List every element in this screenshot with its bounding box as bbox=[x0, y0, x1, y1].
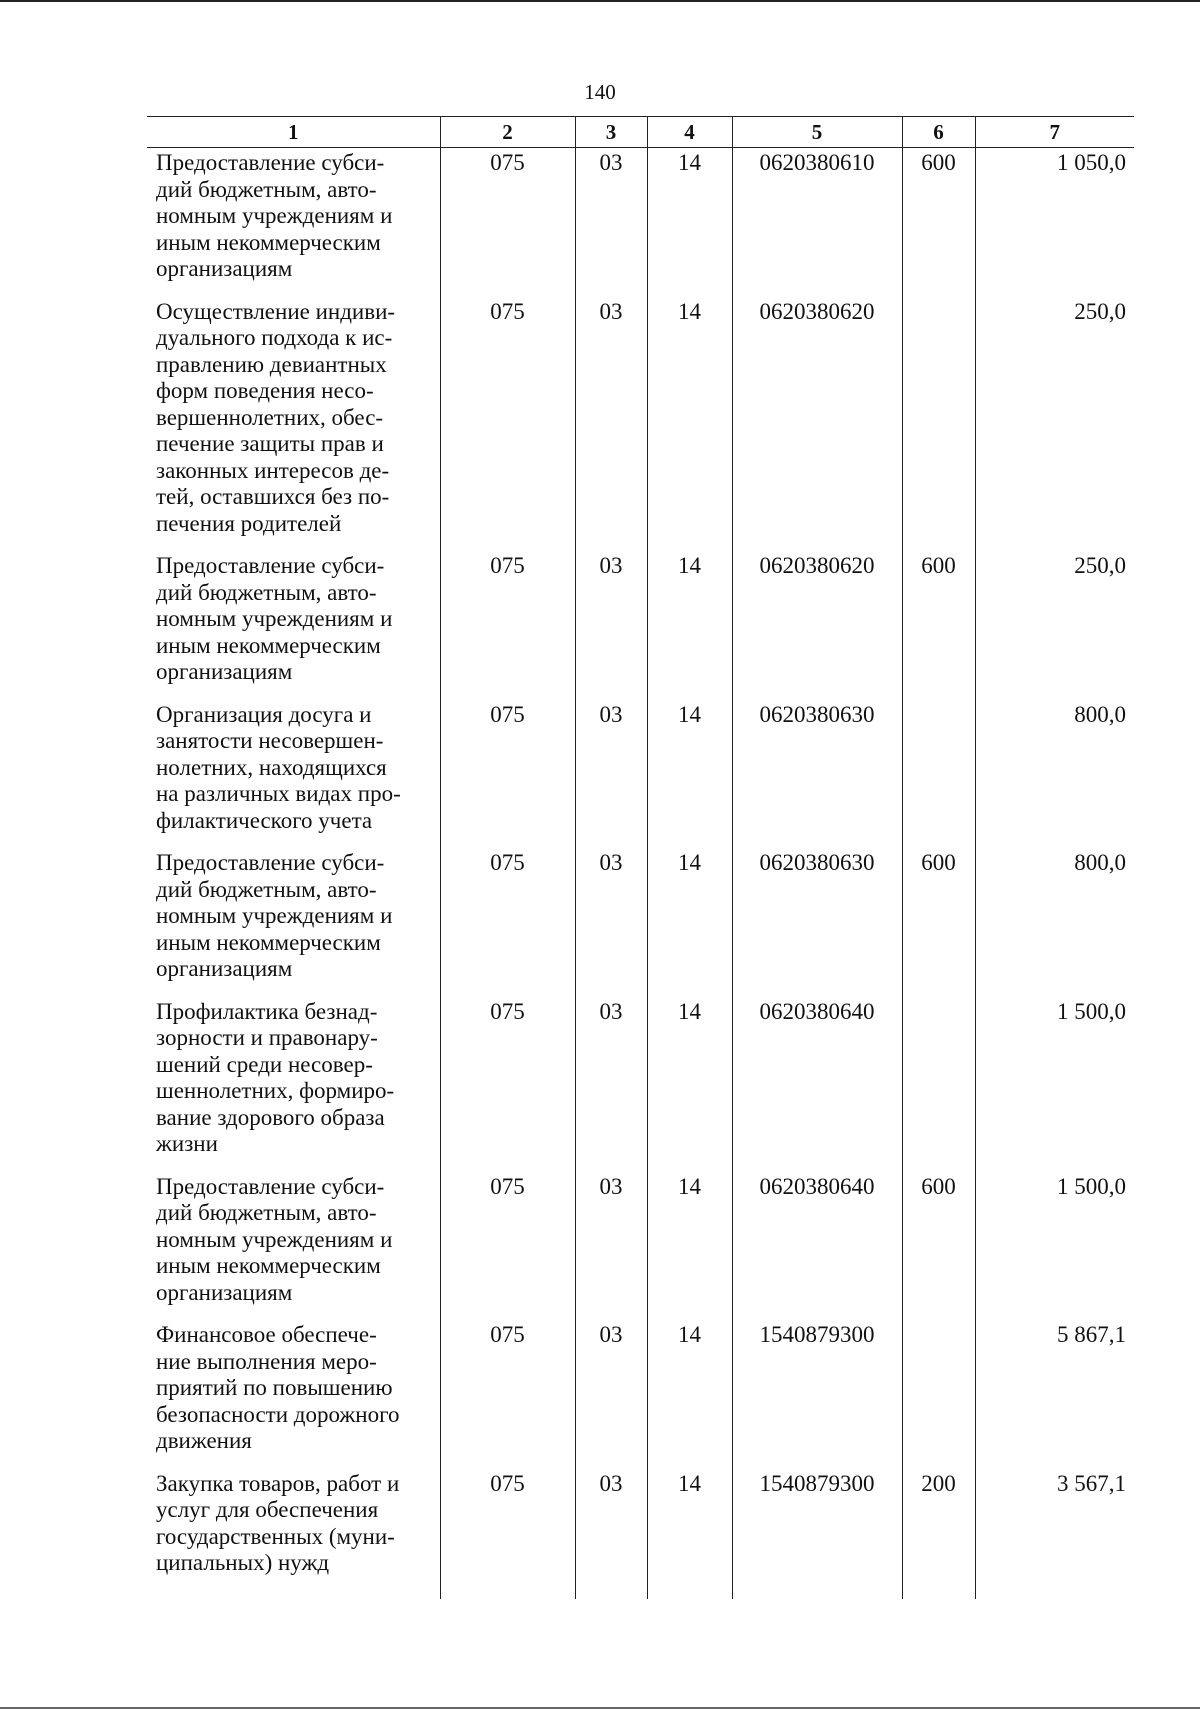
budget-table bbox=[147, 116, 1134, 1599]
subsection-code: 14 bbox=[647, 551, 732, 700]
ministry-code: 075 bbox=[440, 997, 575, 1172]
description-line: иным некоммерческим bbox=[156, 1253, 381, 1278]
amount: 800,0 bbox=[975, 848, 1134, 997]
expense-type-code: 200 bbox=[902, 1469, 975, 1599]
item-description bbox=[147, 297, 440, 552]
amount: 800,0 bbox=[975, 700, 1134, 849]
ministry-code: 075 bbox=[440, 1320, 575, 1469]
description-line: организациям bbox=[156, 659, 293, 684]
description-line: государственных (муни- bbox=[156, 1523, 395, 1549]
description-line: жизни bbox=[156, 1131, 218, 1156]
description-line: Осуществление индиви- bbox=[156, 298, 396, 324]
item-description bbox=[147, 1172, 440, 1321]
description-line: шений среди несовер- bbox=[156, 1051, 373, 1077]
target-article-code: 0620380630 bbox=[732, 848, 902, 997]
description-line: на различных видах про- bbox=[156, 781, 401, 806]
subsection-code: 14 bbox=[647, 997, 732, 1172]
description-line: дуального подхода к ис- bbox=[156, 325, 393, 350]
description-line: вание здорового образа bbox=[156, 1104, 385, 1130]
subsection-code: 14 bbox=[647, 1172, 732, 1321]
description-line: ципальных) нужд bbox=[156, 1550, 330, 1575]
ministry-code: 075 bbox=[440, 1172, 575, 1321]
description-line: безопасности дорожного bbox=[156, 1401, 400, 1427]
description-line: Закупка товаров, работ и bbox=[156, 1470, 400, 1496]
description-line: дий бюджетным, авто- bbox=[156, 876, 377, 902]
subsection-code: 14 bbox=[647, 148, 732, 297]
item-description bbox=[147, 997, 440, 1172]
description-line: Предоставление субси- bbox=[156, 150, 385, 175]
description-line: организациям bbox=[156, 1279, 293, 1305]
section-code: 03 bbox=[575, 1469, 647, 1599]
target-article-code: 1540879300 bbox=[732, 1469, 902, 1599]
description-line: Организация досуга и bbox=[156, 701, 372, 727]
section-code: 03 bbox=[575, 1320, 647, 1469]
expense-type-code: 600 bbox=[902, 848, 975, 997]
ministry-code: 075 bbox=[440, 1469, 575, 1599]
subsection-code: 14 bbox=[647, 1320, 732, 1469]
description-line: шеннолетних, формиро- bbox=[156, 1078, 395, 1103]
description-line: форм поведения несо- bbox=[156, 378, 374, 403]
description-line: Предоставление субси- bbox=[156, 1173, 385, 1199]
description-line: печение защиты прав и bbox=[156, 431, 384, 456]
description-line: правлению девиантных bbox=[156, 351, 387, 377]
section-code: 03 bbox=[575, 997, 647, 1172]
column-header-2: 2 bbox=[440, 117, 575, 148]
amount: 5 867,1 bbox=[975, 1320, 1134, 1469]
bottom-edge-line bbox=[0, 1707, 1200, 1709]
item-description bbox=[147, 700, 440, 849]
description-line: иным некоммерческим bbox=[156, 229, 381, 255]
item-description bbox=[147, 1320, 440, 1469]
target-article-code: 0620380630 bbox=[732, 700, 902, 849]
expense-type-code bbox=[902, 297, 975, 552]
column-header-6: 6 bbox=[902, 117, 975, 148]
ministry-code: 075 bbox=[440, 297, 575, 552]
table-body bbox=[147, 148, 1134, 1599]
amount: 1 050,0 bbox=[975, 148, 1134, 297]
column-header-5: 5 bbox=[732, 117, 902, 148]
target-article-code: 0620380620 bbox=[732, 551, 902, 700]
table-row bbox=[147, 1469, 1134, 1599]
description-line: иным некоммерческим bbox=[156, 929, 381, 955]
expense-type-code bbox=[902, 700, 975, 849]
table-row bbox=[147, 700, 1134, 849]
description-line: Предоставление субси- bbox=[156, 553, 385, 578]
expense-type-code: 600 bbox=[902, 1172, 975, 1321]
ministry-code: 075 bbox=[440, 848, 575, 997]
subsection-code: 14 bbox=[647, 700, 732, 849]
header-row bbox=[147, 117, 1134, 148]
ministry-code: 075 bbox=[440, 551, 575, 700]
section-code: 03 bbox=[575, 297, 647, 552]
subsection-code: 14 bbox=[647, 1469, 732, 1599]
column-header-1: 1 bbox=[147, 117, 440, 148]
description-line: номным учреждениям и bbox=[156, 1226, 393, 1252]
table-row bbox=[147, 148, 1134, 297]
description-line: приятий по повышению bbox=[156, 1375, 393, 1400]
table-row bbox=[147, 1320, 1134, 1469]
description-line: номным учреждениям и bbox=[156, 203, 393, 228]
description-line: законных интересов де- bbox=[156, 457, 390, 483]
description-line: движения bbox=[156, 1428, 252, 1453]
description-line: Предоставление субси- bbox=[156, 850, 385, 875]
column-header-3: 3 bbox=[575, 117, 647, 148]
section-code: 03 bbox=[575, 148, 647, 297]
item-description bbox=[147, 148, 440, 297]
table-row bbox=[147, 297, 1134, 552]
table-row bbox=[147, 997, 1134, 1172]
column-header-4: 4 bbox=[647, 117, 732, 148]
description-line: услуг для обеспечения bbox=[156, 1497, 379, 1522]
description-line: номным учреждениям и bbox=[156, 606, 393, 631]
amount: 250,0 bbox=[975, 297, 1134, 552]
section-code: 03 bbox=[575, 551, 647, 700]
expense-type-code: 600 bbox=[902, 551, 975, 700]
description-line: тей, оставшихся без по- bbox=[156, 484, 390, 509]
item-description bbox=[147, 551, 440, 700]
description-line: ние выполнения меро- bbox=[156, 1348, 377, 1374]
table-row bbox=[147, 551, 1134, 700]
section-code: 03 bbox=[575, 848, 647, 997]
description-line: дий бюджетным, авто- bbox=[156, 1200, 377, 1225]
page-number: 140 bbox=[584, 80, 616, 104]
description-line: вершеннолетних, обес- bbox=[156, 404, 384, 430]
target-article-code: 1540879300 bbox=[732, 1320, 902, 1469]
section-code: 03 bbox=[575, 1172, 647, 1321]
item-description bbox=[147, 1469, 440, 1599]
description-line: иным некоммерческим bbox=[156, 632, 381, 658]
description-line: Финансовое обеспече- bbox=[156, 1322, 377, 1347]
target-article-code: 0620380640 bbox=[732, 997, 902, 1172]
description-line: дий бюджетным, авто- bbox=[156, 579, 377, 605]
amount: 1 500,0 bbox=[975, 997, 1134, 1172]
description-line: филактического учета bbox=[156, 807, 373, 833]
expense-type-code bbox=[902, 1320, 975, 1469]
column-header-7: 7 bbox=[975, 117, 1134, 148]
amount: 250,0 bbox=[975, 551, 1134, 700]
description-line: Профилактика безнад- bbox=[156, 998, 378, 1024]
table-row bbox=[147, 1172, 1134, 1321]
ministry-code: 075 bbox=[440, 148, 575, 297]
section-code: 03 bbox=[575, 700, 647, 849]
description-line: печения родителей bbox=[156, 510, 342, 536]
amount: 3 567,1 bbox=[975, 1469, 1134, 1599]
expense-type-code: 600 bbox=[902, 148, 975, 297]
target-article-code: 0620380610 bbox=[732, 148, 902, 297]
expense-type-code bbox=[902, 997, 975, 1172]
description-line: номным учреждениям и bbox=[156, 903, 393, 928]
ministry-code: 075 bbox=[440, 700, 575, 849]
item-description bbox=[147, 848, 440, 997]
description-line: нолетних, находящихся bbox=[156, 754, 387, 780]
target-article-code: 0620380620 bbox=[732, 297, 902, 552]
subsection-code: 14 bbox=[647, 297, 732, 552]
target-article-code: 0620380640 bbox=[732, 1172, 902, 1321]
subsection-code: 14 bbox=[647, 848, 732, 997]
table-row bbox=[147, 848, 1134, 997]
description-line: организациям bbox=[156, 256, 293, 281]
description-line: зорности и правонару- bbox=[156, 1025, 378, 1050]
description-line: дий бюджетным, авто- bbox=[156, 176, 377, 202]
top-edge-line bbox=[0, 0, 1200, 2]
amount: 1 500,0 bbox=[975, 1172, 1134, 1321]
description-line: занятости несовершен- bbox=[156, 728, 384, 753]
description-line: организациям bbox=[156, 956, 293, 981]
